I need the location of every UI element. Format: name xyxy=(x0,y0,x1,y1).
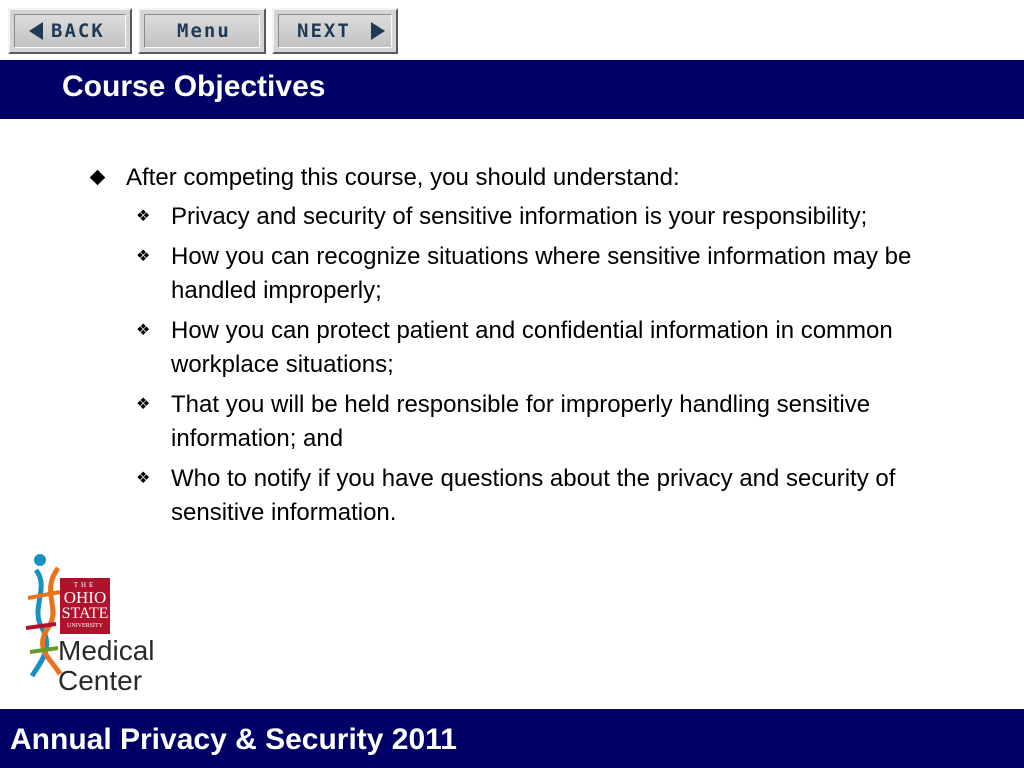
back-button-label: BACK xyxy=(51,20,105,42)
logo-medical: Medical xyxy=(58,635,155,666)
back-arrow-icon xyxy=(29,22,43,40)
menu-button[interactable] xyxy=(138,8,266,54)
diamond-bullet-icon xyxy=(90,170,106,186)
objective-text: How you can recognize situations where sensitive information may be handled improperly; xyxy=(171,243,912,304)
back-button[interactable] xyxy=(8,8,132,54)
objective-text: Privacy and security of sensitive information is your responsibility; xyxy=(171,203,868,230)
back-button-face xyxy=(14,14,126,48)
intro-item xyxy=(90,160,930,196)
objective-text: How you can protect patient and confidential information in common workplace situations; xyxy=(171,317,893,378)
fleuron-bullet-icon: ❖ xyxy=(136,470,151,487)
objective-item xyxy=(136,462,930,530)
fleuron-bullet-icon: ❖ xyxy=(136,248,151,265)
fleuron-bullet-icon: ❖ xyxy=(136,322,151,339)
objective-item xyxy=(136,200,930,234)
ohio-state-block xyxy=(60,578,110,634)
intro-text: After competing this course, you should understand: xyxy=(126,164,680,191)
slide-title: Course Objectives xyxy=(62,70,326,103)
menu-button-face xyxy=(144,14,260,48)
objective-item xyxy=(136,240,930,308)
objective-text: That you will be held responsible for improperly handling sensitive information; and xyxy=(171,391,871,452)
logo-state: STATE xyxy=(61,605,109,622)
next-arrow-icon xyxy=(371,22,385,40)
logo-the: THE xyxy=(73,581,97,589)
slide-content xyxy=(90,160,930,536)
next-button-label: NEXT xyxy=(297,20,351,42)
next-button-face xyxy=(278,14,392,48)
fleuron-bullet-icon: ❖ xyxy=(136,208,151,225)
logo-center: Center xyxy=(58,665,143,696)
next-button[interactable] xyxy=(272,8,398,54)
logo-university: UNIVERSITY xyxy=(67,623,103,629)
menu-button-label: Menu xyxy=(177,20,231,42)
objective-item xyxy=(136,314,930,382)
logo-text xyxy=(58,636,154,696)
logo-ohio: OHIO xyxy=(63,588,107,607)
footer-bar xyxy=(0,709,1024,768)
osu-medical-center-logo xyxy=(20,548,170,698)
objective-item xyxy=(136,388,930,456)
title-bar xyxy=(0,60,1024,119)
footer-text: Annual Privacy & Security 2011 xyxy=(10,723,457,756)
objective-text: Who to notify if you have questions about the privacy and security of sensitive information. xyxy=(171,465,896,526)
fleuron-bullet-icon: ❖ xyxy=(136,396,151,413)
